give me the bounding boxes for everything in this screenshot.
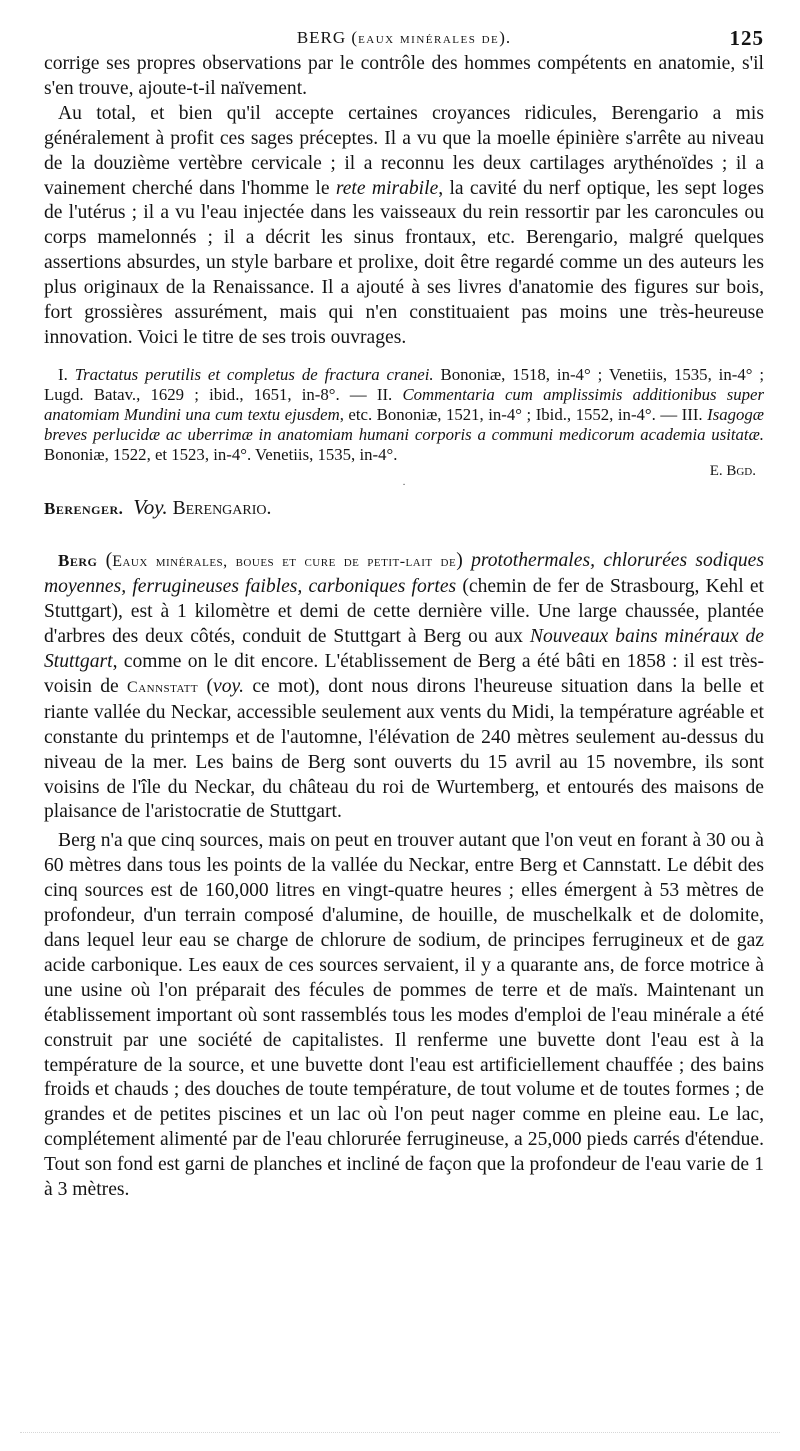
separator-dot: · xyxy=(402,480,406,492)
header-title-main: BERG ( xyxy=(296,28,359,47)
berg-subject: Eaux minérales, boues et cure de petit-lait de xyxy=(112,553,457,571)
berg-text-3: ( xyxy=(198,675,213,697)
berg-paren-close: ) xyxy=(456,550,472,572)
paragraph-total-text-1: Au total, et bien qu'il accepte certaines croyances ridicules, Berengario a mis généralement à profit ces sages préceptes. Il a vu que la moelle épinière s'arrête au niveau de la douzième vertèbre cervicale ; il a reconnu les deux cartilages arythénoïdes ; il a vainement cherché dans l'homme le xyxy=(44,102,764,199)
header-title xyxy=(297,28,511,48)
voy-reference: Voy. xyxy=(133,495,168,520)
berg-italic-voy: voy. xyxy=(213,675,245,697)
author-signature: E. Bgd. xyxy=(709,463,756,480)
paragraph-sources: Berg n'a que cinq sources, mais on peut en trouver autant que l'on veut en forant à 30 ou à 60 mètres dans tous les points de la vallée du Neckar, entre Berg et Cannstatt. Le débit des cinq sources est de 160,000 litres en vingt-quatre heures ; elles émergent à 53 mètres de profondeur, d'un terrain composé d'alumine, de houille, de muschelkalk et de dolomite, dans lequel leur eau se charge de chlorure de sodium, de principes ferrugineux et de gaz acide carbonique. Les eaux de ces sources servaient, il y a quarante ans, de force motrice à une usine où l'on préparait des fécules de pommes de terre et de maïs. Maintenant un établissement important où sont rassemblés tous les modes d'emploi de l'eau minérale a été construit par une société de capitalistes. Il renferme une buvette dont l'eau est à la température de la source, et une buvette dont l'eau est artificiellement chauffée ; des bains froids et chauds ; des douches de toute température, de tout volume et de toutes formes ; de grandes et de petites piscines et un lac où l'on peut nager comme en pleine eau. Le lac, complétement alimenté par de l'eau chlorurée ferrugineuse, a 25,000 pieds carrés d'étendue. Tout son fond est garni de planches et incliné de façon que la profondeur de l'eau varie de 1 à 3 mètres. xyxy=(44,830,764,1201)
header-title-subject: eaux minérales de xyxy=(358,31,500,47)
berg-text-1: (chemin de fer de Strasbourg, Kehl et Stuttgart), est à 1 kilomètre et demi de cette dernière ville. Une large chaussée, plantée d'arbres des deux côtés, conduit de Stuttgart à Berg ou aux xyxy=(44,576,764,648)
biblio-details-1: Bononiæ, 1518, in-4° ; Venetiis, 1535, in-4° ; Lugd. Batav., 1629 ; ibid., 1651, in-8°. — II. xyxy=(44,364,765,404)
berg-italic-nouveaux-bains: Nouveaux bains minéraux de Stuttgart xyxy=(44,626,764,673)
berg-cannstatt-ref: Cannstatt xyxy=(127,678,199,696)
entry-berenger xyxy=(44,495,764,521)
page-bottom-artifact xyxy=(20,1432,780,1439)
berg-text-2: , comme on le dit encore. L'établissement de Berg a été bâti en 1858 : il est très-voisin de xyxy=(44,651,764,697)
page xyxy=(44,22,764,1203)
berg-paren-open: ( xyxy=(97,550,113,572)
header-title-end: ). xyxy=(499,28,512,47)
biblio-details-3: Bononiæ, 1522, et 1523, in-4°. Venetiis, 1535, in-4°. xyxy=(44,444,398,464)
headword-berg: Berg xyxy=(58,551,98,571)
berg-text-4: ce mot), dont nous dirons l'heureuse situation dans la belle et riante vallée du Neckar, accessible seulement aux vents du Midi, la température agréable et constante du printemps et de l'automne, l'élévation de 240 mètres seulement au-dessus du niveau de la mer. Les bains de Berg sont ouverts du 15 avril au 15 novembre, ils sont voisins de l'île du Neckar, du château du roi de Wurtemberg, et entourés des maisons de plaisance de l'aristocratie de Stuttgart. xyxy=(44,675,764,823)
paragraph-total-text-2: , la cavité du nerf optique, les sept loges de l'utérus ; il a vu l'eau injectée dans les vaisseaux du rein ressortir par les caroncules ou corps mamelonnés ; il a décrit les sinus frontaux, etc. Berengario, malgré quelques assertions absurdes, un style barbare et prolixe, doit être regardé comme un des auteurs les plus originaux de la Renaissance. Il a ajouté à ses livres d'anatomie des figures sur bois, fort grossières assurément, mais qui n'en constituaient pas moins une très-heureuse innovation. Voici le titre de ses trois ouvrages. xyxy=(44,177,764,348)
berg-classification: protothermales, chlorurées sodiques moyennes, ferrugineuses faibles, carboniques fortes xyxy=(44,550,764,598)
italic-rete-mirabile: rete mirabile xyxy=(335,177,439,199)
page-number: 125 xyxy=(729,26,764,50)
cross-reference-berengario: Berengario. xyxy=(172,498,272,520)
entry-berg xyxy=(44,549,764,825)
paragraph-intro: corrige ses propres observations par le contrôle des hommes compétents en anatomie, s'il s'en trouve, ajoute-t-il naïvement. xyxy=(44,53,764,99)
running-header xyxy=(44,22,764,52)
biblio-title-1: Tractatus perutilis et completus de fractura cranei. xyxy=(74,364,434,384)
paragraph-total xyxy=(44,102,764,351)
headword-berenger: Berenger. xyxy=(44,499,124,519)
biblio-numeral-1: I. xyxy=(58,364,75,384)
biblio-title-2: Commentaria cum amplissimis additionibus super anatomiam Mundini una cum textu ejusdem xyxy=(44,384,764,424)
biblio-details-2: , etc. Bononiæ, 1521, in-4° ; Ibid., 1552, in-4°. — III. xyxy=(339,404,708,424)
bibliography-note xyxy=(44,365,764,465)
biblio-title-3: Isagogæ breves perlucidæ ac uberrimæ in anatomiam humani corporis a communi medicorum academia usitatæ. xyxy=(44,404,764,444)
